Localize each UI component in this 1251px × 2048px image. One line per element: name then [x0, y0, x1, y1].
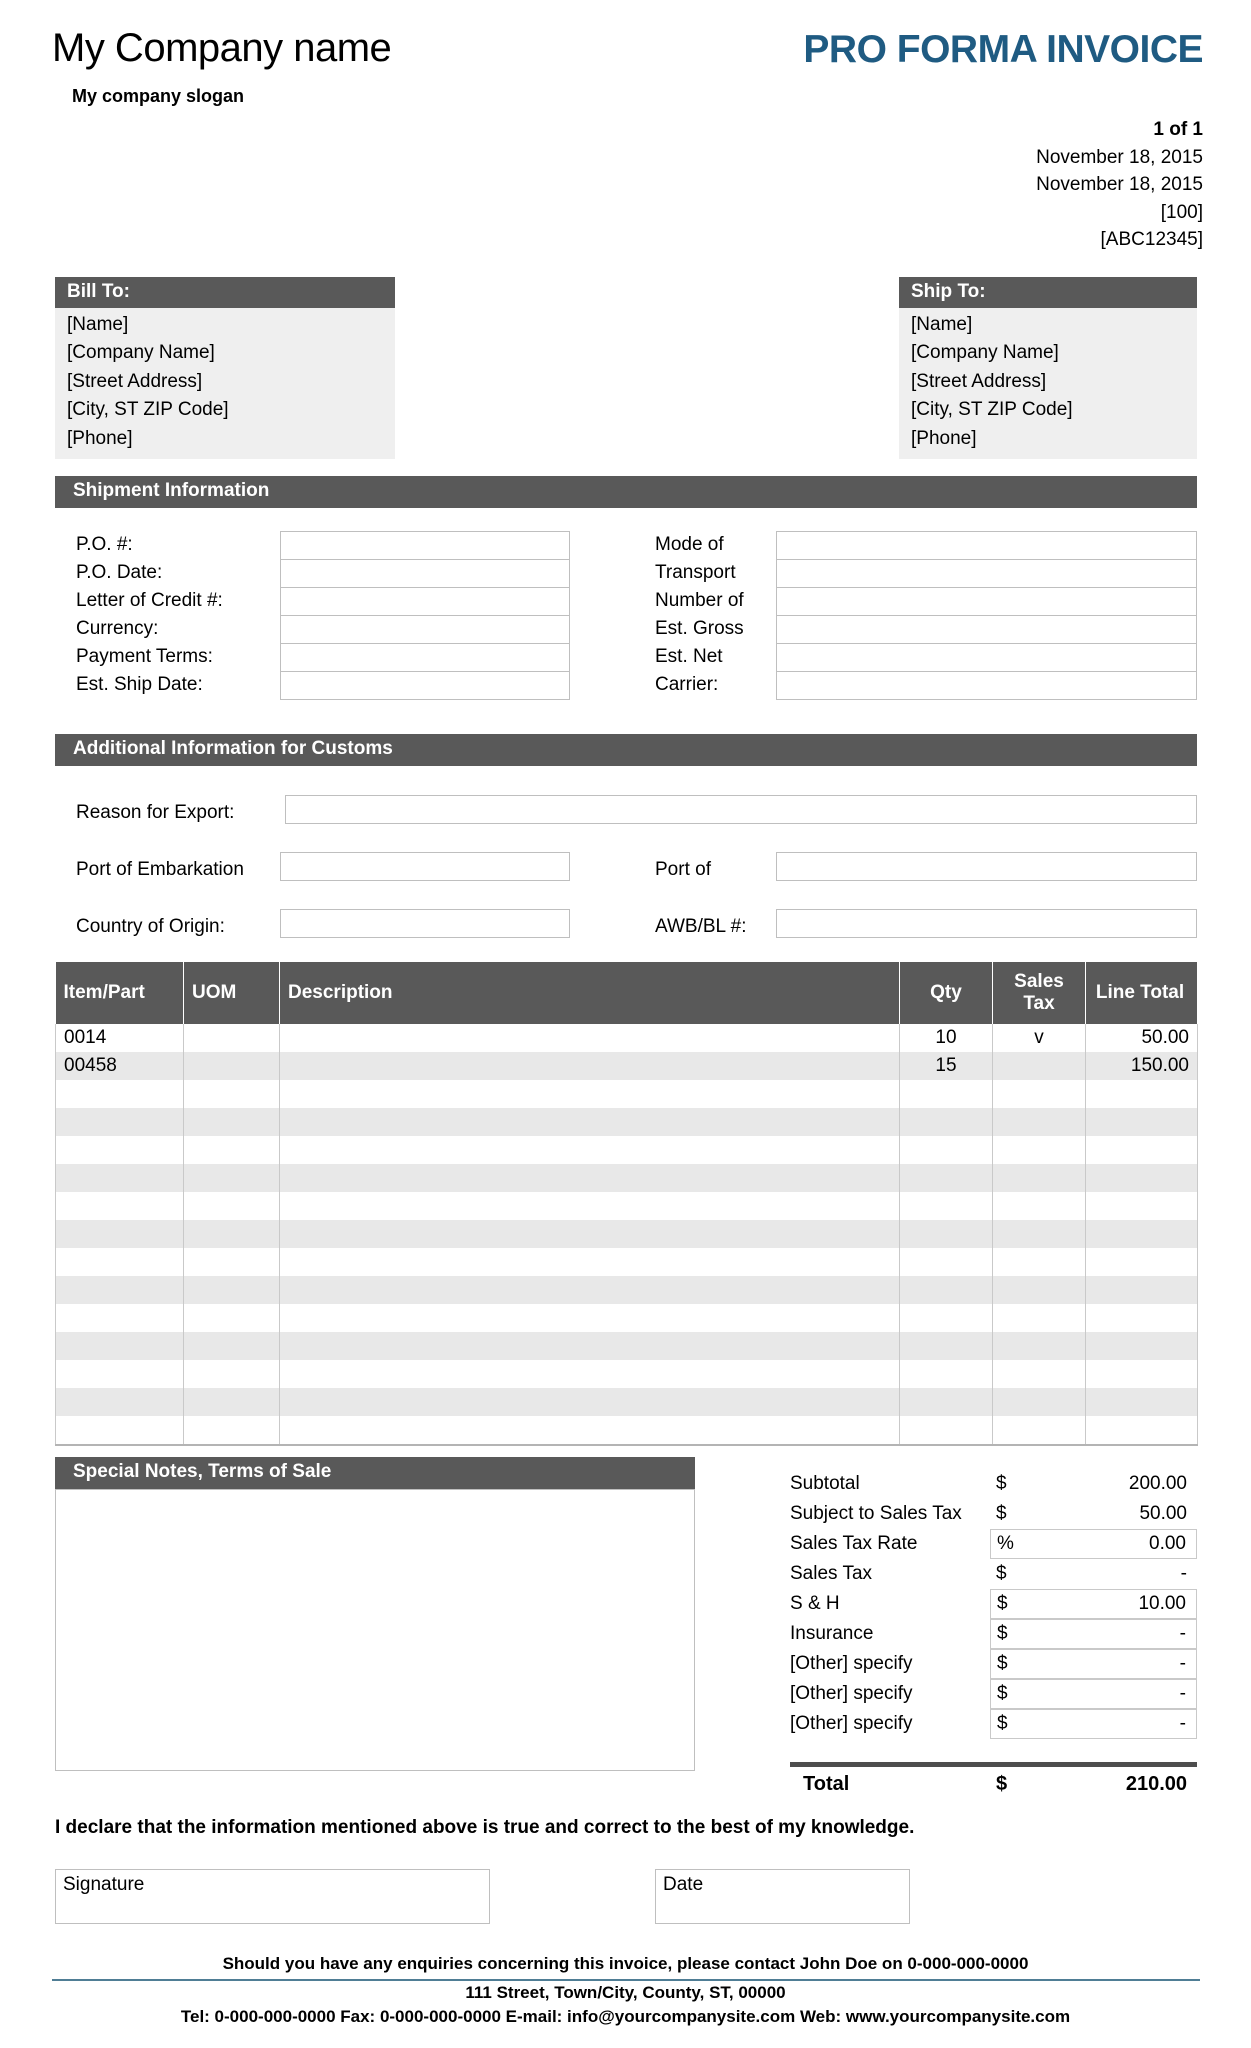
input-est-gross[interactable]: [776, 615, 1197, 644]
cell-sales-tax[interactable]: [993, 1416, 1086, 1445]
totals-row-label: [Other] specify: [790, 1653, 913, 1674]
totals-row-label: Subtotal: [790, 1473, 860, 1494]
cell-line-total[interactable]: 150.00: [1086, 1052, 1198, 1080]
totals-row-currency: $: [996, 1563, 1007, 1584]
cell-item-part[interactable]: [56, 1080, 184, 1108]
cell-description[interactable]: [280, 1164, 900, 1192]
cell-sales-tax[interactable]: [993, 1164, 1086, 1192]
totals-row-value[interactable]: -: [1024, 1709, 1197, 1739]
totals-row-label: Sales Tax Rate: [790, 1533, 918, 1554]
document-title: PRO FORMA INVOICE: [803, 28, 1203, 71]
cell-uom[interactable]: [184, 1332, 280, 1360]
totals-row-currency: %: [990, 1529, 1024, 1559]
totals-row-label: S & H: [790, 1593, 840, 1614]
cell-sales-tax[interactable]: [993, 1136, 1086, 1164]
input-port-of-embarkation[interactable]: [280, 852, 570, 881]
ship-to-line: [Street Address]: [911, 370, 1047, 392]
cell-qty[interactable]: [900, 1136, 993, 1164]
cell-line-total[interactable]: [1086, 1416, 1198, 1445]
cell-uom[interactable]: [184, 1276, 280, 1304]
table-row[interactable]: [56, 1248, 1198, 1276]
cell-uom[interactable]: [184, 1416, 280, 1445]
column-header-sales-tax-line2: Tax: [1023, 993, 1055, 1014]
grand-total-label: Total: [803, 1772, 850, 1795]
totals-row-value: 50.00: [1139, 1503, 1187, 1524]
totals-row[interactable]: [790, 1649, 1197, 1679]
cell-sales-tax[interactable]: [993, 1360, 1086, 1388]
invoice-ref-2: [ABC12345]: [1100, 229, 1203, 250]
cell-item-part[interactable]: [56, 1276, 184, 1304]
table-row[interactable]: [56, 1416, 1198, 1445]
input-transport[interactable]: [776, 559, 1197, 588]
cell-sales-tax[interactable]: [993, 1304, 1086, 1332]
totals-row-currency: $: [996, 1473, 1007, 1494]
cell-uom[interactable]: [184, 1080, 280, 1108]
cell-item-part[interactable]: [56, 1416, 184, 1445]
cell-description[interactable]: [280, 1304, 900, 1332]
totals-row-value[interactable]: 0.00: [1024, 1529, 1197, 1559]
cell-item-part[interactable]: [56, 1192, 184, 1220]
label-reason-for-export: Reason for Export:: [76, 802, 235, 823]
cell-description[interactable]: [280, 1276, 900, 1304]
cell-uom[interactable]: [184, 1304, 280, 1332]
totals-row-currency: $: [990, 1709, 1024, 1739]
cell-line-total[interactable]: [1086, 1164, 1198, 1192]
ship-to-line: [Name]: [911, 313, 973, 335]
cell-description[interactable]: [280, 1360, 900, 1388]
cell-item-part[interactable]: [56, 1360, 184, 1388]
cell-qty[interactable]: [900, 1416, 993, 1445]
cell-sales-tax[interactable]: [993, 1192, 1086, 1220]
label-est-ship-date: Est. Ship Date:: [76, 674, 203, 695]
shipment-information-heading: Shipment Information: [55, 476, 1197, 508]
label-letter-of-credit: Letter of Credit #:: [76, 590, 223, 611]
grand-total-row: [790, 1768, 1197, 1800]
column-header-sales-tax-line1: Sales: [1014, 971, 1064, 992]
cell-line-total[interactable]: [1086, 1304, 1198, 1332]
input-po-date[interactable]: [280, 559, 570, 588]
label-po-number: P.O. #:: [76, 534, 133, 555]
column-header-item-part: Item/Part: [56, 962, 184, 1024]
cell-uom[interactable]: [184, 1164, 280, 1192]
cell-sales-tax[interactable]: [993, 1108, 1086, 1136]
totals-row-label: [Other] specify: [790, 1683, 913, 1704]
cell-qty[interactable]: [900, 1388, 993, 1416]
cell-item-part[interactable]: [56, 1304, 184, 1332]
input-mode-of[interactable]: [776, 531, 1197, 560]
cell-qty[interactable]: [900, 1276, 993, 1304]
column-header-line-total: Line Total: [1086, 962, 1198, 1024]
cell-qty[interactable]: 15: [900, 1052, 993, 1080]
date-label: Date: [663, 1874, 704, 1895]
table-row[interactable]: [56, 1332, 1198, 1360]
declaration-text: I declare that the information mentioned above is true and correct to the best of my knowledge.: [55, 1817, 915, 1838]
input-port-of[interactable]: [776, 852, 1197, 881]
column-header-description: Description: [280, 962, 900, 1024]
totals-row[interactable]: [790, 1619, 1197, 1649]
table-row[interactable]: [56, 1052, 1198, 1080]
totals-row: [790, 1559, 1197, 1589]
cell-uom[interactable]: [184, 1248, 280, 1276]
totals-row[interactable]: [790, 1679, 1197, 1709]
totals-row-value[interactable]: 10.00: [1024, 1589, 1197, 1619]
cell-sales-tax[interactable]: [993, 1080, 1086, 1108]
cell-description[interactable]: [280, 1080, 900, 1108]
due-date: November 18, 2015: [1036, 174, 1203, 195]
signature-field[interactable]: [55, 1869, 490, 1924]
footer-divider: [52, 1979, 1200, 1981]
cell-uom[interactable]: [184, 1388, 280, 1416]
cell-line-total[interactable]: [1086, 1388, 1198, 1416]
cell-sales-tax[interactable]: v: [993, 1024, 1086, 1052]
cell-line-total[interactable]: [1086, 1360, 1198, 1388]
line-items-body: [56, 1024, 1198, 1445]
cell-description[interactable]: [280, 1332, 900, 1360]
cell-line-total[interactable]: [1086, 1108, 1198, 1136]
totals-row-label: Sales Tax: [790, 1563, 873, 1584]
label-port-of: Port of: [655, 859, 711, 880]
totals-row-currency: $: [990, 1589, 1024, 1619]
cell-item-part[interactable]: [56, 1248, 184, 1276]
label-payment-terms: Payment Terms:: [76, 646, 213, 667]
cell-description[interactable]: [280, 1136, 900, 1164]
customs-information-heading: Additional Information for Customs: [55, 734, 1197, 766]
input-country-of-origin[interactable]: [280, 909, 570, 938]
cell-uom[interactable]: [184, 1192, 280, 1220]
cell-uom[interactable]: [184, 1024, 280, 1052]
input-awb-bl[interactable]: [776, 909, 1197, 938]
table-row[interactable]: [56, 1388, 1198, 1416]
table-row[interactable]: [56, 1164, 1198, 1192]
cell-item-part[interactable]: 00458: [56, 1052, 184, 1080]
input-reason-for-export[interactable]: [285, 795, 1197, 824]
column-header-uom: UOM: [184, 962, 280, 1024]
cell-qty[interactable]: [900, 1080, 993, 1108]
label-est-net: Est. Net: [655, 646, 723, 667]
line-items-table: [55, 962, 1198, 1446]
bill-to-line: [Phone]: [67, 427, 133, 449]
cell-uom[interactable]: [184, 1360, 280, 1388]
label-po-date: P.O. Date:: [76, 562, 163, 583]
column-header-sales-tax: [993, 962, 1086, 1024]
totals-row: [790, 1469, 1197, 1499]
grand-total-currency: $: [996, 1772, 1008, 1795]
cell-line-total[interactable]: [1086, 1080, 1198, 1108]
totals-row-currency: $: [990, 1649, 1024, 1679]
ship-to-line: [City, ST ZIP Code]: [911, 399, 1073, 421]
cell-item-part[interactable]: [56, 1388, 184, 1416]
cell-qty[interactable]: [900, 1192, 993, 1220]
label-country-of-origin: Country of Origin:: [76, 916, 225, 937]
totals-row-currency: $: [996, 1503, 1007, 1524]
cell-qty[interactable]: [900, 1360, 993, 1388]
totals-row[interactable]: [790, 1529, 1197, 1559]
totals-row-value: 200.00: [1128, 1473, 1187, 1494]
special-notes-heading: Special Notes, Terms of Sale: [55, 1457, 695, 1489]
invoice-ref-1: [100]: [1160, 201, 1203, 223]
label-transport: Transport: [655, 562, 736, 583]
grand-total-value: 210.00: [1125, 1772, 1187, 1795]
table-row[interactable]: [56, 1276, 1198, 1304]
cell-qty[interactable]: [900, 1304, 993, 1332]
table-row[interactable]: [56, 1192, 1198, 1220]
totals-row-label: Insurance: [790, 1623, 874, 1644]
footer-address-line: 111 Street, Town/City, County, ST, 00000: [465, 1983, 786, 2002]
table-row[interactable]: [56, 1136, 1198, 1164]
input-est-ship-date[interactable]: [280, 671, 570, 700]
input-payment-terms[interactable]: [280, 643, 570, 672]
input-po-number[interactable]: [280, 531, 570, 560]
cell-item-part[interactable]: [56, 1332, 184, 1360]
table-row[interactable]: [56, 1220, 1198, 1248]
cell-description[interactable]: [280, 1416, 900, 1445]
cell-item-part[interactable]: [56, 1136, 184, 1164]
label-awb-bl: AWB/BL #:: [655, 916, 747, 937]
ship-to-heading: Ship To:: [899, 277, 1197, 308]
cell-sales-tax[interactable]: [993, 1248, 1086, 1276]
cell-item-part[interactable]: [56, 1164, 184, 1192]
label-currency: Currency:: [76, 618, 159, 639]
label-mode-of: Mode of: [655, 534, 724, 555]
page-number: 1 of 1: [1153, 119, 1203, 140]
cell-item-part[interactable]: 0014: [56, 1024, 184, 1052]
table-header-row: [56, 962, 1198, 1024]
cell-uom[interactable]: [184, 1220, 280, 1248]
cell-qty[interactable]: [900, 1108, 993, 1136]
cell-uom[interactable]: [184, 1108, 280, 1136]
totals-row-value[interactable]: -: [1024, 1679, 1197, 1709]
cell-sales-tax[interactable]: [993, 1388, 1086, 1416]
totals-row[interactable]: [790, 1589, 1197, 1619]
cell-item-part[interactable]: [56, 1220, 184, 1248]
totals-divider: [790, 1762, 1197, 1767]
cell-qty[interactable]: [900, 1164, 993, 1192]
signature-label: Signature: [63, 1874, 145, 1895]
bill-to-line: [City, ST ZIP Code]: [67, 399, 229, 421]
bill-to-heading: Bill To:: [55, 277, 395, 308]
cell-item-part[interactable]: [56, 1108, 184, 1136]
totals-row-label: Subject to Sales Tax: [790, 1503, 962, 1524]
cell-line-total[interactable]: [1086, 1276, 1198, 1304]
cell-sales-tax[interactable]: [993, 1052, 1086, 1080]
ship-to-line: [Company Name]: [911, 342, 1059, 364]
bill-to-lines: [55, 308, 395, 460]
cell-line-total[interactable]: [1086, 1136, 1198, 1164]
input-est-net[interactable]: [776, 643, 1197, 672]
invoice-date: November 18, 2015: [1036, 146, 1203, 168]
totals-row: [790, 1499, 1197, 1529]
cell-qty[interactable]: [900, 1332, 993, 1360]
cell-description[interactable]: [280, 1024, 900, 1052]
footer-contact-details-line: Tel: 0-000-000-0000 Fax: 0-000-000-0000 E-mail: info@yourcompanysite.com Web: www.yourcompanysite.com: [180, 2007, 1071, 2026]
invoice-meta: [783, 116, 1203, 254]
cell-qty[interactable]: [900, 1220, 993, 1248]
totals-row-value[interactable]: -: [1024, 1649, 1197, 1679]
ship-to-line: [Phone]: [911, 427, 977, 449]
cell-line-total[interactable]: [1086, 1220, 1198, 1248]
label-est-gross: Est. Gross: [655, 618, 744, 639]
ship-to-lines: [899, 308, 1197, 460]
footer-contact-line: Should you have any enquiries concerning this invoice, please contact John Doe on 0-000-000-0000: [222, 1954, 1029, 1973]
cell-line-total[interactable]: [1086, 1332, 1198, 1360]
totals-row[interactable]: [790, 1709, 1197, 1739]
label-carrier: Carrier:: [655, 674, 719, 695]
totals-row-value: -: [1180, 1563, 1187, 1584]
table-row[interactable]: [56, 1360, 1198, 1388]
input-number-of[interactable]: [776, 587, 1197, 616]
special-notes-input[interactable]: [55, 1489, 695, 1771]
cell-description[interactable]: [280, 1248, 900, 1276]
cell-description[interactable]: [280, 1052, 900, 1080]
bill-to-block: [55, 277, 395, 459]
cell-description[interactable]: [280, 1108, 900, 1136]
cell-description[interactable]: [280, 1192, 900, 1220]
totals-row-label: [Other] specify: [790, 1713, 913, 1734]
cell-uom[interactable]: [184, 1052, 280, 1080]
cell-sales-tax[interactable]: [993, 1332, 1086, 1360]
cell-line-total[interactable]: 50.00: [1086, 1024, 1198, 1052]
table-row[interactable]: [56, 1080, 1198, 1108]
totals-row-value[interactable]: -: [1024, 1619, 1197, 1649]
cell-qty[interactable]: 10: [900, 1024, 993, 1052]
bill-to-line: [Name]: [67, 313, 129, 335]
ship-to-block: [899, 277, 1197, 459]
totals-row-currency: $: [990, 1679, 1024, 1709]
input-currency[interactable]: [280, 615, 570, 644]
cell-sales-tax[interactable]: [993, 1220, 1086, 1248]
cell-uom[interactable]: [184, 1136, 280, 1164]
table-row[interactable]: [56, 1024, 1198, 1052]
input-carrier[interactable]: [776, 671, 1197, 700]
bill-to-line: [Street Address]: [67, 370, 203, 392]
date-field[interactable]: [655, 1869, 910, 1924]
column-header-qty: Qty: [900, 962, 993, 1024]
company-name: My Company name: [52, 26, 392, 70]
label-port-of-embarkation: Port of Embarkation: [76, 859, 244, 880]
bill-to-line: [Company Name]: [67, 342, 215, 364]
cell-description[interactable]: [280, 1388, 900, 1416]
totals-block: [790, 1469, 1197, 1739]
input-letter-of-credit[interactable]: [280, 587, 570, 616]
cell-description[interactable]: [280, 1220, 900, 1248]
cell-line-total[interactable]: [1086, 1192, 1198, 1220]
table-row[interactable]: [56, 1108, 1198, 1136]
cell-qty[interactable]: [900, 1248, 993, 1276]
label-number-of: Number of: [655, 590, 744, 611]
cell-line-total[interactable]: [1086, 1248, 1198, 1276]
company-slogan: My company slogan: [72, 86, 245, 106]
cell-sales-tax[interactable]: [993, 1276, 1086, 1304]
table-row[interactable]: [56, 1304, 1198, 1332]
totals-row-currency: $: [990, 1619, 1024, 1649]
